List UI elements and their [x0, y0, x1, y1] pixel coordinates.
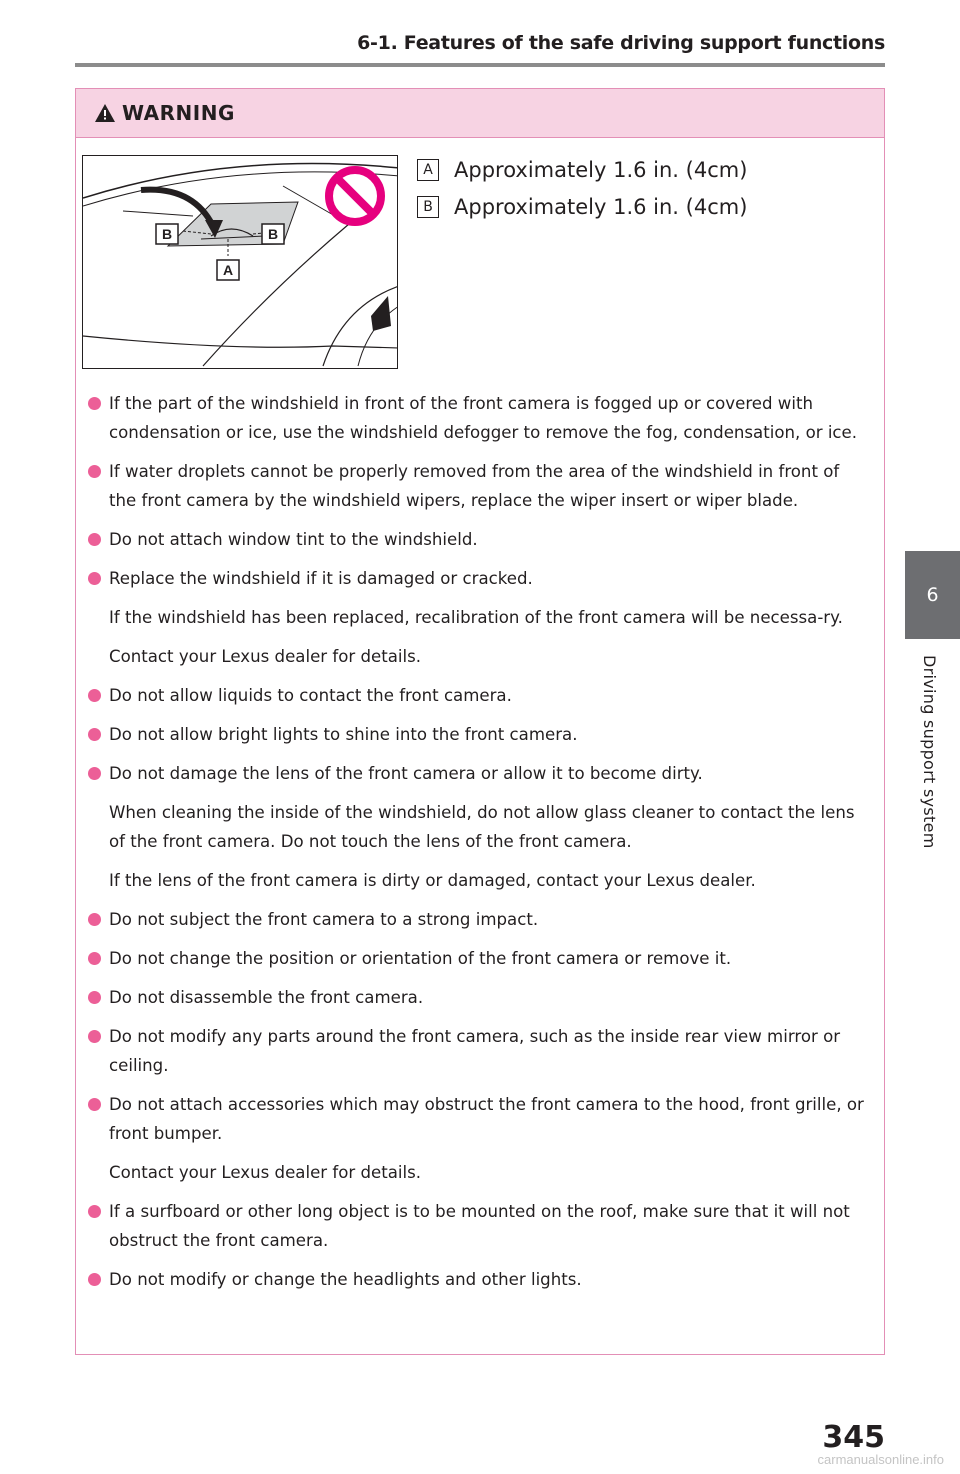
bullet-subparagraph [76, 642, 884, 671]
label-b-left: B [161, 226, 173, 242]
bullet-item [76, 759, 884, 788]
bullet-text: When cleaning the inside of the windshield, do not allow glass cleaner to contact the lens of the front camera. Do not touch the lens of the front camera. [109, 803, 855, 851]
bullet-icon [88, 728, 101, 741]
warning-title: WARNING [122, 101, 235, 125]
bullet-text: If the lens of the front camera is dirty or damaged, contact your Lexus dealer. [109, 871, 756, 890]
bullet-text: Do not allow bright lights to shine into the front camera. [109, 725, 578, 744]
bullet-subparagraph [76, 603, 884, 632]
legend-letter-a: A [417, 159, 439, 181]
bullet-text: Do not attach accessories which may obstruct the front camera to the hood, front grille, or front bumper. [109, 1095, 864, 1143]
chapter-number: 6 [926, 584, 939, 606]
dimension-legend [417, 151, 747, 225]
bullet-item [76, 681, 884, 710]
bullet-icon [88, 397, 101, 410]
bullet-item [76, 944, 884, 973]
bullet-item [76, 1265, 884, 1294]
warning-triangle-icon [94, 103, 116, 123]
label-b-right: B [267, 226, 279, 242]
windshield-camera-illustration [82, 155, 398, 369]
bullet-item [76, 905, 884, 934]
bullet-icon [88, 913, 101, 926]
bullet-subparagraph [76, 798, 884, 856]
bullet-item [76, 983, 884, 1012]
legend-row [417, 188, 747, 225]
bullet-text: Do not attach window tint to the windshield. [109, 530, 478, 549]
bullet-text: Contact your Lexus dealer for details. [109, 1163, 422, 1182]
bullet-text: Do not modify any parts around the front camera, such as the inside rear view mirror or ceiling. [109, 1027, 841, 1075]
bullet-icon [88, 572, 101, 585]
bullet-item [76, 1022, 884, 1080]
legend-row [417, 151, 747, 188]
bullet-icon [88, 991, 101, 1004]
bullet-item [76, 525, 884, 554]
bullet-icon [88, 533, 101, 546]
bullet-item [76, 720, 884, 749]
warning-list [76, 389, 884, 1304]
label-a: A [222, 262, 234, 278]
bullet-subparagraph [76, 866, 884, 895]
section-title: 6-1. Features of the safe driving support functions [357, 32, 885, 54]
bullet-text: Do not change the position or orientation of the front camera or remove it. [109, 949, 732, 968]
prohibition-icon [329, 170, 381, 222]
bullet-icon [88, 1098, 101, 1111]
page-number: 345 [822, 1420, 885, 1455]
chapter-label: Driving support system [920, 655, 939, 849]
bullet-icon [88, 1205, 101, 1218]
legend-letter-b: B [417, 196, 439, 218]
bullet-text: If the part of the windshield in front of the front camera is fogged up or covered with condensation or ice, use the windshield defogger to remove the fog, condensation, or ice. [109, 394, 858, 442]
bullet-icon [88, 952, 101, 965]
bullet-icon [88, 1273, 101, 1286]
warning-box [75, 88, 885, 1355]
bullet-text: If a surfboard or other long object is to be mounted on the roof, make sure that it will not obstruct the front camera. [109, 1202, 850, 1250]
header-divider [75, 63, 885, 67]
bullet-item [76, 1090, 884, 1148]
bullet-icon [88, 465, 101, 478]
bullet-item [76, 564, 884, 593]
legend-text: Approximately 1.6 in. (4cm) [454, 157, 748, 182]
chapter-tab [905, 551, 960, 639]
bullet-text: Do not damage the lens of the front camera or allow it to become dirty. [109, 764, 703, 783]
bullet-text: Contact your Lexus dealer for details. [109, 647, 422, 666]
bullet-text: Replace the windshield if it is damaged or cracked. [109, 569, 533, 588]
warning-header [76, 89, 884, 138]
bullet-text: Do not allow liquids to contact the front camera. [109, 686, 512, 705]
bullet-icon [88, 767, 101, 780]
bullet-text: Do not modify or change the headlights and other lights. [109, 1270, 582, 1289]
bullet-icon [88, 689, 101, 702]
legend-text: Approximately 1.6 in. (4cm) [454, 194, 748, 219]
bullet-item [76, 389, 884, 447]
bullet-item [76, 457, 884, 515]
bullet-subparagraph [76, 1158, 884, 1187]
watermark: carmanualsonline.info [817, 1452, 944, 1467]
bullet-text: If water droplets cannot be properly removed from the area of the windshield in front of the front camera by the windshield wipers, replace the wiper insert or wiper blade. [109, 462, 840, 510]
bullet-text: If the windshield has been replaced, recalibration of the front camera will be necessa-ry. [109, 608, 843, 627]
bullet-text: Do not disassemble the front camera. [109, 988, 424, 1007]
bullet-text: Do not subject the front camera to a strong impact. [109, 910, 539, 929]
bullet-icon [88, 1030, 101, 1043]
bullet-item [76, 1197, 884, 1255]
